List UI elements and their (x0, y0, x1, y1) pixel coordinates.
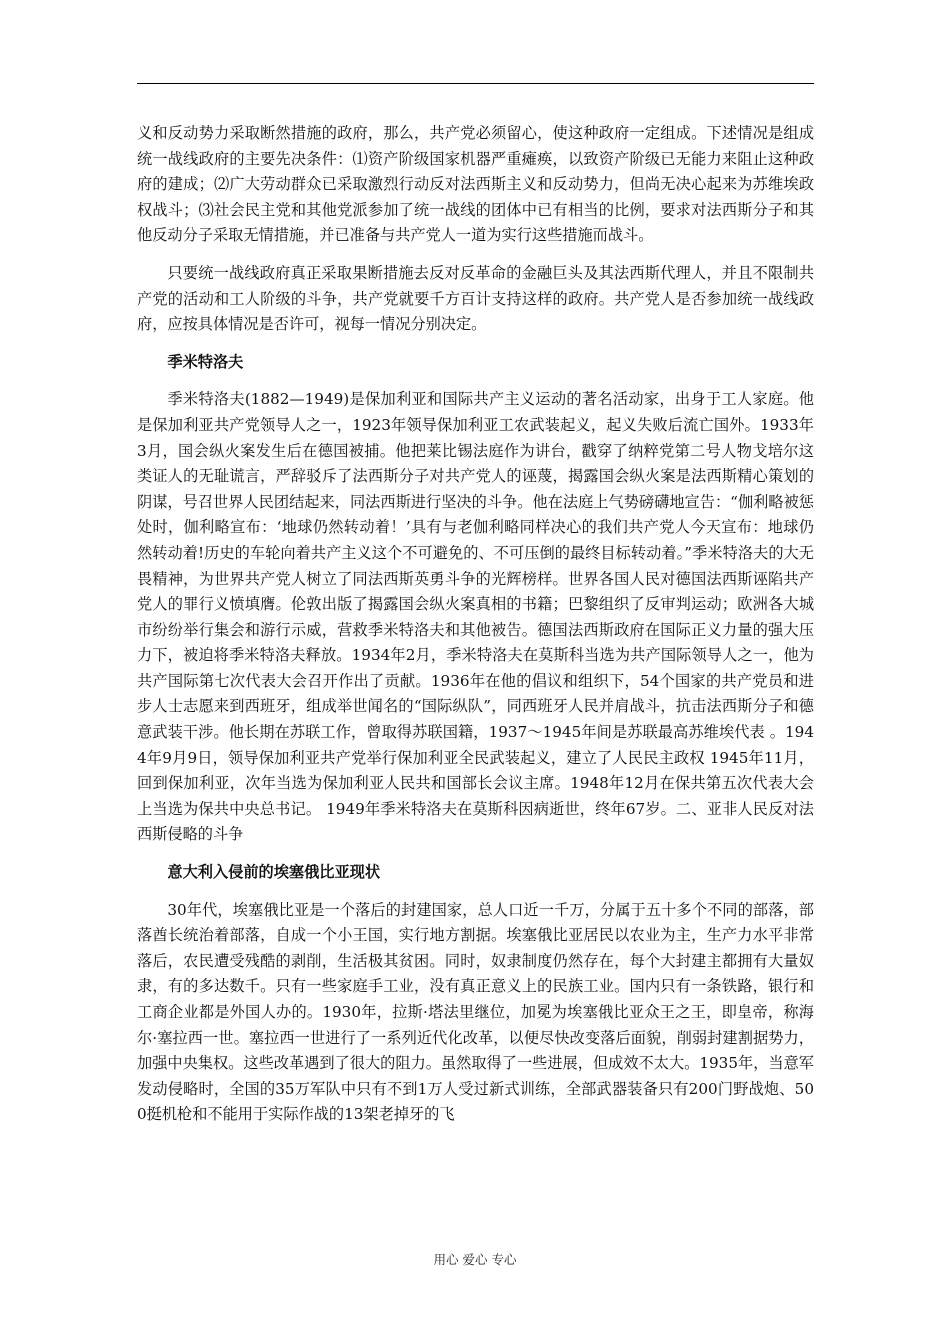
page-footer: 用心 爱心 专心 (433, 1252, 517, 1267)
section-heading-dimitrov: 季米特洛夫 (167, 352, 244, 371)
section-heading-ethiopia: 意大利入侵前的埃塞俄比亚现状 (167, 863, 381, 882)
paragraph-united-front-conditions: 义和反动势力采取断然措施的政府，那么，共产党必须留心，使这种政府一定组成。下述情况是组成统一战线政府的主要先决条件：⑴资产阶级国家机器严重瘫痪，以致资产阶级已无能力来阻止这种政府的建成；⑵广大劳动群众已采取激烈行动反对法西斯主义和反动势力，但尚无决心起来为苏维埃政权战斗；⑶社会民主党和其他党派参加了统一战线的团体中已有相当的比例，要求对法西斯分子和其他反动分子采取无情措施，并已准备与共产党人一道为实行这些措施而战斗。 (137, 124, 814, 245)
paragraph-dimitrov-biography: 季米特洛夫(1882—1949)是保加利亚和国际共产主义运动的著名活动家，出身于工人家庭。他是保加利亚共产党领导人之一，1923年领导保加利亚工农武装起义，起义失败后流亡国外。1933年3月，国会纵火案发生后在德国被捕。他把莱比锡法庭作为讲台，戳穿了纳粹党第二号人物戈培尔这类证人的无耻谎言，严辞驳斥了法西斯分子对共产党人的诬蔑，揭露国会纵火案是法西斯精心策划的阴谋，号召世界人民团结起来，同法西斯进行坚决的斗争。他在法庭上气势磅礴地宣告：“伽利略被惩处时，伽利略宣布：‘地球仍然转动着！’具有与老伽利略同样决心的我们共产党人今天宣布：地球仍然转动着!历史的车轮向着共产主义这个不可避免的、不可压倒的最终目标转动着。”季米特洛夫的大无畏精神，为世界共产党人树立了同法西斯英勇斗争的光辉榜样。世界各国人民对德国法西斯诬陷共产党人的罪行义愤填膺。伦敦出版了揭露国会纵火案真相的书籍；巴黎组织了反审判运动；欧洲各大城市纷纷举行集会和游行示威，营救季米特洛夫和其他被告。德国法西斯政府在国际正义力量的强大压力下，被迫将季米特洛夫释放。1934年2月，季米特洛夫在莫斯科当选为共产国际领导人之一，他为共产国际第七次代表大会召开作出了贡献。1936年在他的倡议和组织下，54个国家的共产党员和进步人士志愿来到西班牙，组成举世闻名的“国际纵队”，同西班牙人民并肩战斗，抗击法西斯分子和德意武装干涉。他长期在苏联工作，曾取得苏联国籍，1937～1945年间是苏联最高苏维埃代表 。1944年9月9日，领导保加利亚共产党举行保加利亚全民武装起义，建立了人民民主政权 1945年11月，回到保加利亚，次年当选为保加利亚人民共和国部长会议主席。1948年12月在保共第五次代表大会上当选为保共中央总书记。 1949年季米特洛夫在莫斯科因病逝世，终年67岁。二、亚非人民反对法西斯侵略的斗争 (137, 390, 814, 844)
paragraph-support-government: 只要统一战线政府真正采取果断措施去反对反革命的金融巨头及其法西斯代理人，并且不限制共产党的活动和工人阶级的斗争，共产党就要千方百计支持这样的政府。共产党人是否参加统一战线政府，应按具体情况是否许可，视每一情况分别决定。 (137, 263, 814, 334)
paragraph-ethiopia-situation: 30年代，埃塞俄比亚是一个落后的封建国家，总人口近一千万，分属于五十多个不同的部落，部落酋长统治着部落，自成一个小王国，实行地方割据。埃塞俄比亚居民以农业为主，生产力水平非常落后，农民遭受残酷的剥削，生活极其贫困。同时，奴隶制度仍然存在，每个大封建主都拥有大量奴隶，有的多达数千。只有一些家庭手工业，没有真正意义上的民族工业。国内只有一条铁路，银行和工商企业都是外国人办的。1930年，拉斯·塔法里继位，加冕为埃塞俄比亚众王之王，即皇帝，称海尔·塞拉西一世。塞拉西一世进行了一系列近代化改革，以便尽快改变落后面貌，削弱封建割据势力，加强中央集权。这些改革遇到了很大的阻力。虽然取得了一些进展，但成效不太大。1935年，当意军发动侵略时，全国的35万军队中只有不到1万人受过新式训练，全部武器装备只有200门野战炮、500挺机枪和不能用于实际作战的13架老掉牙的飞 (137, 900, 814, 1124)
header-rule (137, 83, 814, 84)
document-body (137, 121, 814, 1128)
